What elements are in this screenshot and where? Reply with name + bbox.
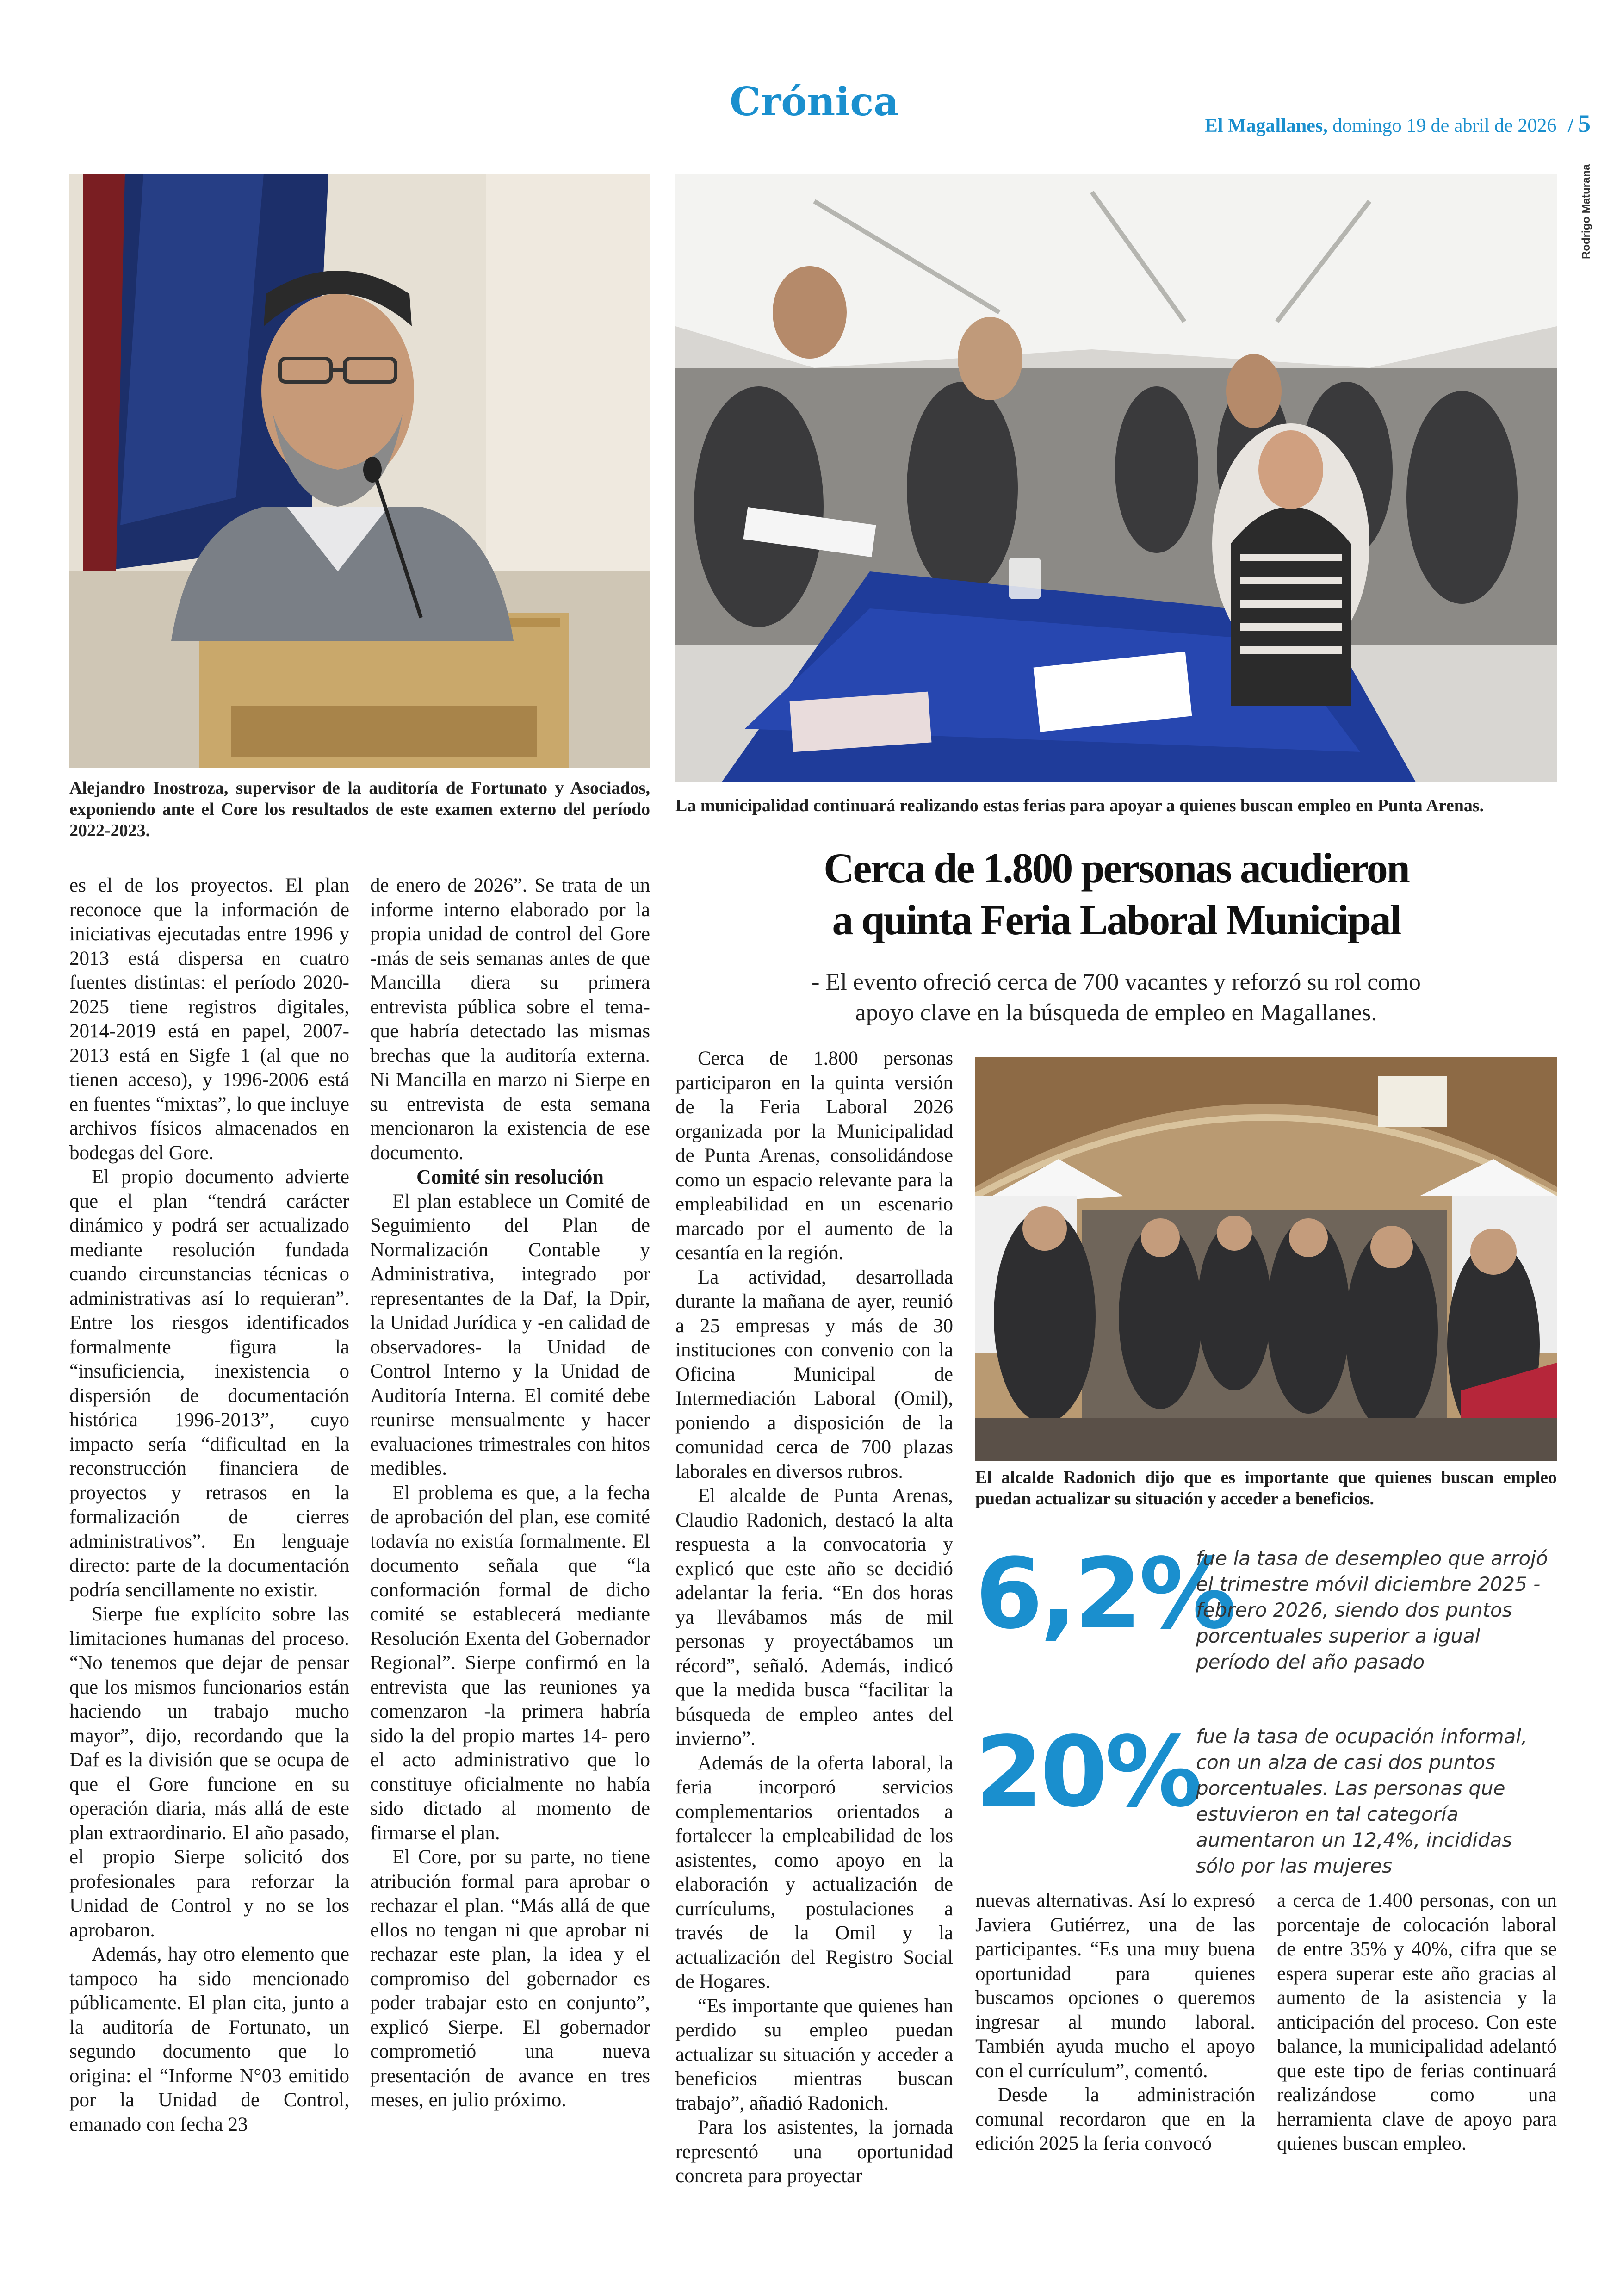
left-article-col-1 [69, 874, 349, 2137]
main-article-col-3 [1277, 1889, 1557, 2156]
paragraph: es el de los proyectos. El plan reconoce que la información de iniciativas ejecutadas entre 1996 y 2013 está dispersa en cuatro fuentes distintas: el período 2020-2025 tiene registros digitales, 2014-2019 está en papel, 2007-2013 está en Sigfe 1 (al que no tienen acceso), y 1996-2006 está en fuentes “mixtas”, lo que incluye archivos físicos almacenados en bodegas del Gore. [69, 875, 349, 1164]
photo-job-fair-caption: La municipalidad continuará realizando estas ferias para apoyar a quienes buscan empleo en Punta Arenas. [675, 796, 1484, 815]
main-article-col-1 [675, 1047, 953, 2189]
paragraph: Desde la administración comunal recordaron que en la edición 2025 la feria convocó [975, 2084, 1255, 2154]
page-separator: / [1567, 115, 1573, 137]
photo-credit: Rodrigo Maturana [1580, 164, 1592, 259]
paragraph: El Core, por su parte, no tiene atribución formal para aprobar o rechazar el plan. “Más allá de que ellos no tengan ni que aprobar ni rechazar este plan, la idea y el compromiso del gobernador es poder trabajar esto en conjunto”, explicó Sierpe. El gobernador comprometió una nueva presentación de avance en tres meses, en julio próximo. [370, 1846, 650, 2111]
stat-informality-value: 20% [975, 1715, 1200, 1829]
article-headline [675, 842, 1557, 946]
stat-unemployment-value: 6,2% [975, 1537, 1234, 1651]
issue-date: domingo 19 de abril de 2026 [1332, 115, 1557, 137]
paragraph: El propio documento advierte que el plan “tendrá carácter dinámico y podrá ser actualizado mediante resolución fundada cuando circunstancias técnicas o administrativas así lo requieran”. Entre los riesgos identificados formalmente figura la “insuficiencia, inexistencia o dispersión de documentación histórica 1996-2013”, cuyo impacto sería “dificultad en la reconstrucción financiera de proyectos y retrasos en la formalización de cierres administrativos”. En lenguaje directo: parte de la documentación podría sencillamente no existir. [69, 1166, 349, 1601]
paragraph: Para los asistentes, la jornada representó una oportunidad concreta para proyectar [675, 2116, 953, 2187]
paragraph: a cerca de 1.400 personas, con un porcentaje de colocación laboral de entre 35% y 40%, cifra que se espera superar este año gracias al aumento de la asistencia y la anticipación del proceso. Con este balance, la municipalidad adelantó que este tipo de ferias continuará realizándose como una herramienta clave de apoyo para quienes buscan empleo. [1277, 1890, 1557, 2154]
photo-job-fair [675, 174, 1557, 782]
page-number: 5 [1578, 110, 1591, 137]
main-article-col-2 [975, 1889, 1255, 2156]
header-dateline [1205, 109, 1591, 138]
headline-line-2: a quinta Feria Laboral Municipal [832, 896, 1400, 943]
paragraph: nuevas alternativas. Así lo expresó Javiera Gutiérrez, una de las participantes. “Es una muy buena oportunidad para quienes buscamos opciones o queremos ingresar al mundo laboral. También ayuda mucho el apoyo con el currículum”, comentó. [975, 1890, 1255, 2082]
left-article-col-2 [370, 874, 650, 2113]
photo-crowd [975, 1057, 1557, 1461]
paragraph: “Es importante que quienes han perdido su empleo puedan actualizar su situación y acceder a beneficios mientras buscan trabajo”, añadió Radonich. [675, 1995, 953, 2114]
photo-crowd-caption: El alcalde Radonich dijo que es importante que quienes buscan empleo puedan actualizar su situación y acceder a beneficios. [975, 1468, 1557, 1508]
paragraph: El alcalde de Punta Arenas, Claudio Radonich, destacó la alta respuesta a la convocatoria y explicó que este año se decidió adelantar la feria. “En dos horas ya llevábamos más de mil personas y proyectábamos un récord”, señaló. Además, indicó que la medida busca “facilitar la búsqueda de empleo antes del invierno”. [675, 1485, 953, 1750]
paragraph: Además de la oferta laboral, la feria incorporó servicios complementarios orientados a fortalecer la empleabilidad de los asistentes, como apoyo en la elaboración y actualización de currículums, postulaciones a través de la Omil y la actualización del Registro Social de Hogares. [675, 1752, 953, 1992]
stat-unemployment-desc: fue la tasa de desempleo que arrojó el trimestre móvil diciembre 2025 - febrero 2026, siendo dos puntos porcentuales superior a igual período del año pasado [1196, 1547, 1548, 1673]
paragraph: El plan establece un Comité de Seguimiento del Plan de Normalización Contable y Administrativa, integrado por representantes de la Daf, la Dpir, la Unidad Jurídica y -en calidad de observadores- la Unidad de Control Interno y la Unidad de Auditoría Interna. El comité debe reunirse mensualmente y hacer evaluaciones trimestrales con hitos medibles. [370, 1190, 650, 1479]
article-deck [675, 967, 1557, 1028]
page-header [0, 0, 1623, 139]
stat-informality-desc: fue la tasa de ocupación informal, con un alza de casi dos puntos porcentuales. Las personas que estuvieron en tal categoría aumentaron un 12,4%, incididas sólo por las mujeres [1196, 1725, 1528, 1877]
paragraph: El problema es que, a la fecha de aprobación del plan, ese comité todavía no existía formalmente. El documento señala que “la conformación formal de dicho comité se establecerá mediante Resolución Exenta del Gobernador Regional”. Sierpe confirmó en la entrevista que las reuniones ya comenzaron -la primera habría sido la del propio martes 14- pero el acto administrativo que lo constituye oficialmente no había sido dictado al momento de firmarse el plan. [370, 1482, 650, 1844]
crowd-illustration [975, 1057, 1557, 1461]
deck-line-1: - El evento ofreció cerca de 700 vacantes y reforzó su rol como [812, 969, 1421, 995]
photo-speaker [69, 174, 650, 768]
photo-speaker-caption: Alejandro Inostroza, supervisor de la auditoría de Fortunato y Asociados, exponiendo ante el Core los resultados de este examen externo del período 2022-2023. [69, 778, 650, 840]
paragraph: de enero de 2026”. Se trata de un informe interno elaborado por la propia unidad de control del Gore -más de seis semanas antes de que Mancilla diera su primera entrevista pública sobre el tema- que habría detectado las mismas brechas que la auditoría externa. Ni Mancilla en marzo ni Sierpe en su entrevista de esta semana mencionaron la existencia de ese documento. [370, 875, 650, 1164]
subhead-comite: Comité sin resolución [416, 1166, 604, 1188]
paper-name: El Magallanes, [1204, 115, 1328, 137]
headline-line-1: Cerca de 1.800 personas acudieron [824, 844, 1409, 892]
paragraph: Cerca de 1.800 personas participaron en la quinta versión de la Feria Laboral 2026 organizada por la Municipalidad de Punta Arenas, consolidándose como un espacio relevante para la empleabilidad en un escenario marcado por el aumento de la cesantía en la región. [675, 1048, 953, 1264]
paragraph: La actividad, desarrollada durante la mañana de ayer, reunió a 25 empresas y más de 30 instituciones con convenio con la Oficina Municipal de Intermediación Laboral (Omil), poniendo a disposición de la comunidad cerca de 700 plazas laborales en diversos rubros. [675, 1266, 953, 1483]
section-title: Crónica [730, 79, 899, 124]
deck-line-2: apoyo clave en la búsqueda de empleo en Magallanes. [855, 999, 1377, 1026]
speaker-illustration [69, 174, 650, 768]
paragraph: Además, hay otro elemento que tampoco ha sido mencionado públicamente. El plan cita, junto a la auditoría de Fortunato, un segundo documento que lo origina: el “Informe N°03 emitido por la Unidad de Control, emanado con fecha 23 [69, 1943, 349, 2135]
job-fair-illustration [675, 174, 1557, 782]
paragraph: Sierpe fue explícito sobre las limitaciones humanas del proceso. “No tenemos que dejar de pensar que los mismos funcionarios están haciendo un trabajo mucho mayor”, dijo, recordando que la Daf es la división que se ocupa de que el Gore funcione en su operación diaria, más allá de este plan extraordinario. El año pasado, el propio Sierpe solicitó dos profesionales para reforzar la Unidad de Control y no se los aprobaron. [69, 1603, 349, 1941]
